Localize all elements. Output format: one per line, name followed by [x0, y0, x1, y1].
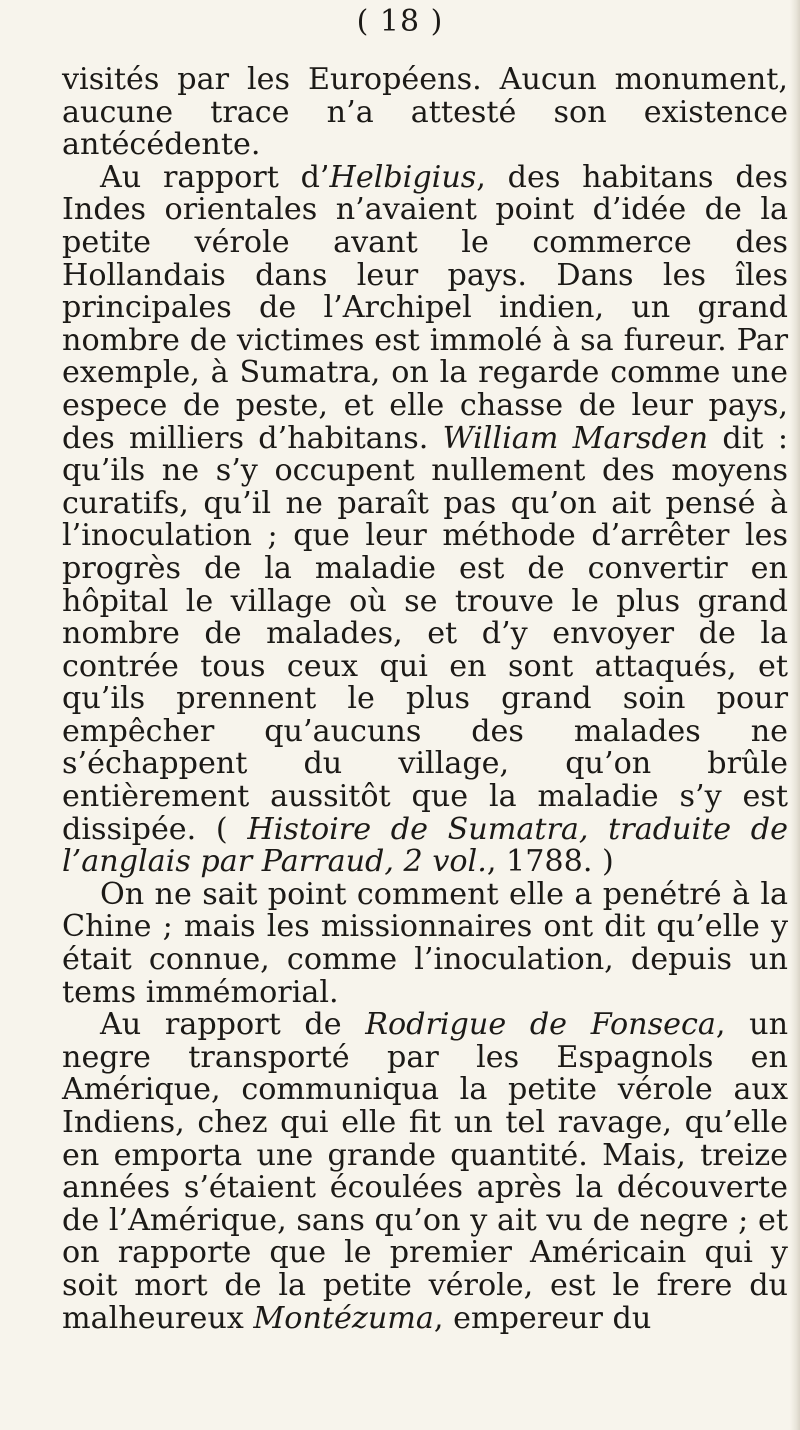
text-run: Au rapport d’: [100, 159, 330, 195]
text-run: , un negre transporté par les Espagnols en Amérique, communiqua la petite vérole aux Indiens, chez qui elle fit un tel ravage, qu’elle en emporta une grande quantité. Mais, treize années s’étaient écoulées après la découverte de l’Amérique, sans qu’on y ait vu de negre ; et on rapporte que le premier Américain qui y soit mort de la petite vérole, est le frere du malheureux: [62, 1007, 789, 1336]
paragraph: [62, 876, 788, 1010]
italic-text: Rodrigue de Fonseca: [365, 1007, 716, 1043]
page-edge: [790, 0, 800, 1430]
text-run: , empereur du: [433, 1300, 652, 1336]
paragraph: [62, 159, 788, 880]
text-run: , des habitans des Indes orientales n’avaient point d’idée de la petite vérole avant le commerce des Hollandais dans leur pays. Dans les îles principales de l’Archipel indien, un grand nombre de victimes est immolé à sa fureur. Par exemple, à Sumatra, on la regarde comme une espece de peste, et elle chasse de leur pays, des milliers d’habitans.: [62, 159, 788, 456]
italic-text: William Marsden: [442, 420, 709, 456]
page-number: ( 18 ): [356, 4, 444, 39]
paragraph: [62, 64, 788, 162]
paragraph: [62, 1009, 788, 1335]
text-run: Au rapport de: [100, 1007, 366, 1043]
italic-text: Histoire de Sumatra, traduite de l’anglais par Parraud, 2 vol.: [62, 811, 788, 880]
text-run: , 1788. ): [486, 844, 614, 880]
italic-text: Montézuma: [253, 1300, 434, 1336]
italic-text: Helbigius: [329, 159, 477, 195]
text-run: dit : qu’ils ne s’y occupent nullement des moyens curatifs, qu’il ne paraît pas qu’on ait pensé à l’inoculation ; que leur méthode d’arrêter les progrès de la maladie est de convertir en hôpital le village où se trouve le plus grand nombre de malades, et d’y envoyer de la contrée tous ceux qui en sont attaqués, et qu’ils prennent le plus grand soin pour empêcher qu’aucuns des malades ne s’échappent du village, qu’on brûle entièrement aussitôt que la maladie s’y est dissipée. (: [62, 420, 788, 847]
page-body: [62, 64, 788, 1335]
text-run: visités par les Européens. Aucun monument, aucune trace n’a attesté son existence antécédente.: [62, 62, 788, 163]
text-run: On ne sait point comment elle a penétré à la Chine ; mais les missionnaires ont dit qu’elle y était connue, comme l’inoculation, depuis un tems immémorial.: [62, 876, 788, 1010]
